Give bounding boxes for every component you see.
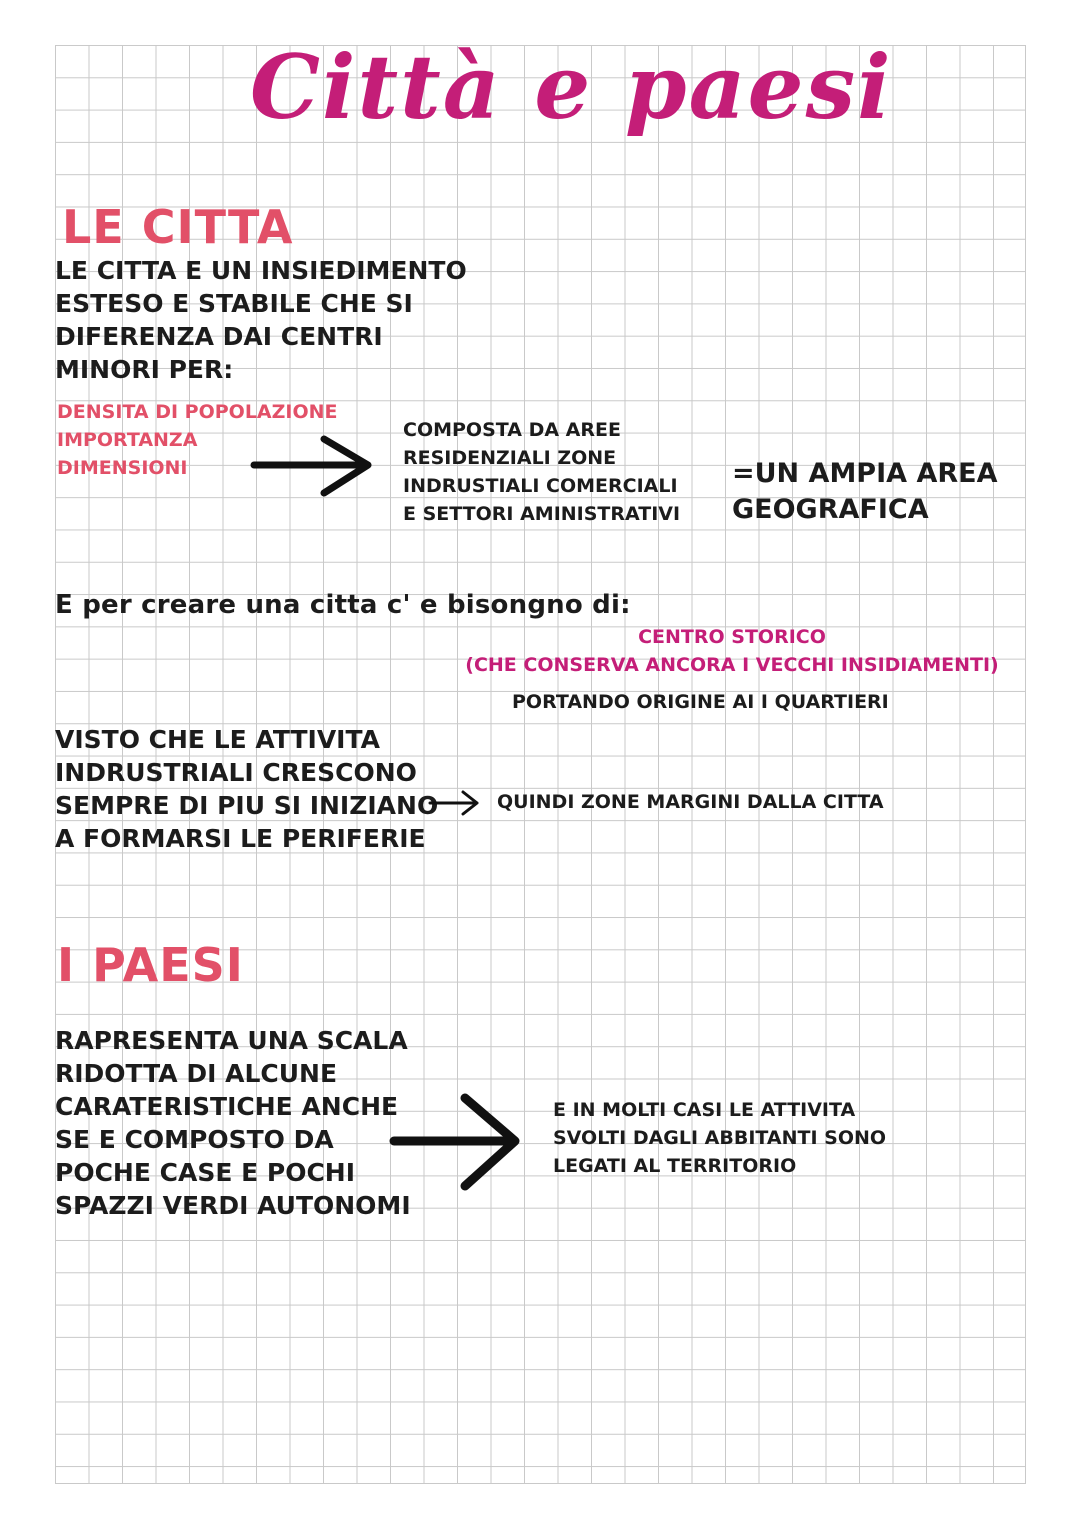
text-line: CENTRO STORICO <box>638 626 826 648</box>
paesi-description <box>55 1024 411 1222</box>
large-right-arrow-icon <box>390 1093 525 1193</box>
page-title: Città e paesi <box>250 35 893 139</box>
citta-composition <box>403 416 680 528</box>
text-line: CARATERISTICHE ANCHE <box>55 1092 399 1121</box>
text-line: A FORMARSI LE PERIFERIE <box>55 824 426 853</box>
text-line: RIDOTTA DI ALCUNE <box>55 1059 338 1088</box>
quartieri-note: PORTANDO ORIGINE AI I QUARTIERI <box>512 691 889 713</box>
text-line: INDRUSTRIALI CRESCONO <box>55 758 417 787</box>
text-line: E IN MOLTI CASI LE ATTIVITA <box>553 1099 856 1121</box>
text-line: RESIDENZIALI ZONE <box>403 447 617 469</box>
citta-definition <box>55 254 467 386</box>
text-line: POCHE CASE E POCHI <box>55 1158 356 1187</box>
text-line: INDRUSTIALI COMERCIALI <box>403 475 678 497</box>
section-heading-paesi: I PAESI <box>57 938 244 992</box>
section-heading-citta: LE CITTA <box>62 200 294 254</box>
periferie-text <box>55 723 438 855</box>
paesi-result <box>553 1096 886 1180</box>
criteria-item: DENSITA DI POPOLAZIONE <box>57 401 338 423</box>
text-line: VISTO CHE LE ATTIVITA <box>55 725 380 754</box>
criteria-item: IMPORTANZA <box>57 429 198 451</box>
text-line: SVOLTI DAGLI ABBITANTI SONO <box>553 1127 887 1149</box>
text-line: MINORI PER: <box>55 355 234 384</box>
text-line: LEGATI AL TERRITORIO <box>553 1155 797 1177</box>
criteria-item: DIMENSIONI <box>57 457 188 479</box>
text-line: ESTESO E STABILE CHE SI <box>55 289 413 318</box>
text-line: RAPRESENTA UNA SCALA <box>55 1026 408 1055</box>
citta-result <box>732 456 997 528</box>
text-line: SEMPRE DI PIU SI INIZIANO <box>55 791 439 820</box>
text-line: SE E COMPOSTO DA <box>55 1125 334 1154</box>
text-line: DIFERENZA DAI CENTRI <box>55 322 383 351</box>
requirement-intro: E per creare una citta c' e bisongno di: <box>55 590 631 620</box>
text-line: GEOGRAFICA <box>732 494 929 525</box>
small-right-arrow-icon <box>427 788 483 818</box>
periferie-result: QUINDI ZONE MARGINI DALLA CITTA <box>497 791 884 813</box>
text-line: (CHE CONSERVA ANCORA I VECCHI INSIDIAMENTI) <box>465 654 999 676</box>
text-line: COMPOSTA DA AREE <box>403 419 621 441</box>
text-line: =UN AMPIA AREA <box>732 458 998 489</box>
right-arrow-icon <box>250 435 375 499</box>
text-line: E SETTORI AMINISTRATIVI <box>403 503 681 525</box>
text-line: LE CITTA E UN INSIEDIMENTO <box>55 256 467 285</box>
text-line: SPAZZI VERDI AUTONOMI <box>55 1191 411 1220</box>
centro-storico-note <box>452 623 1012 679</box>
